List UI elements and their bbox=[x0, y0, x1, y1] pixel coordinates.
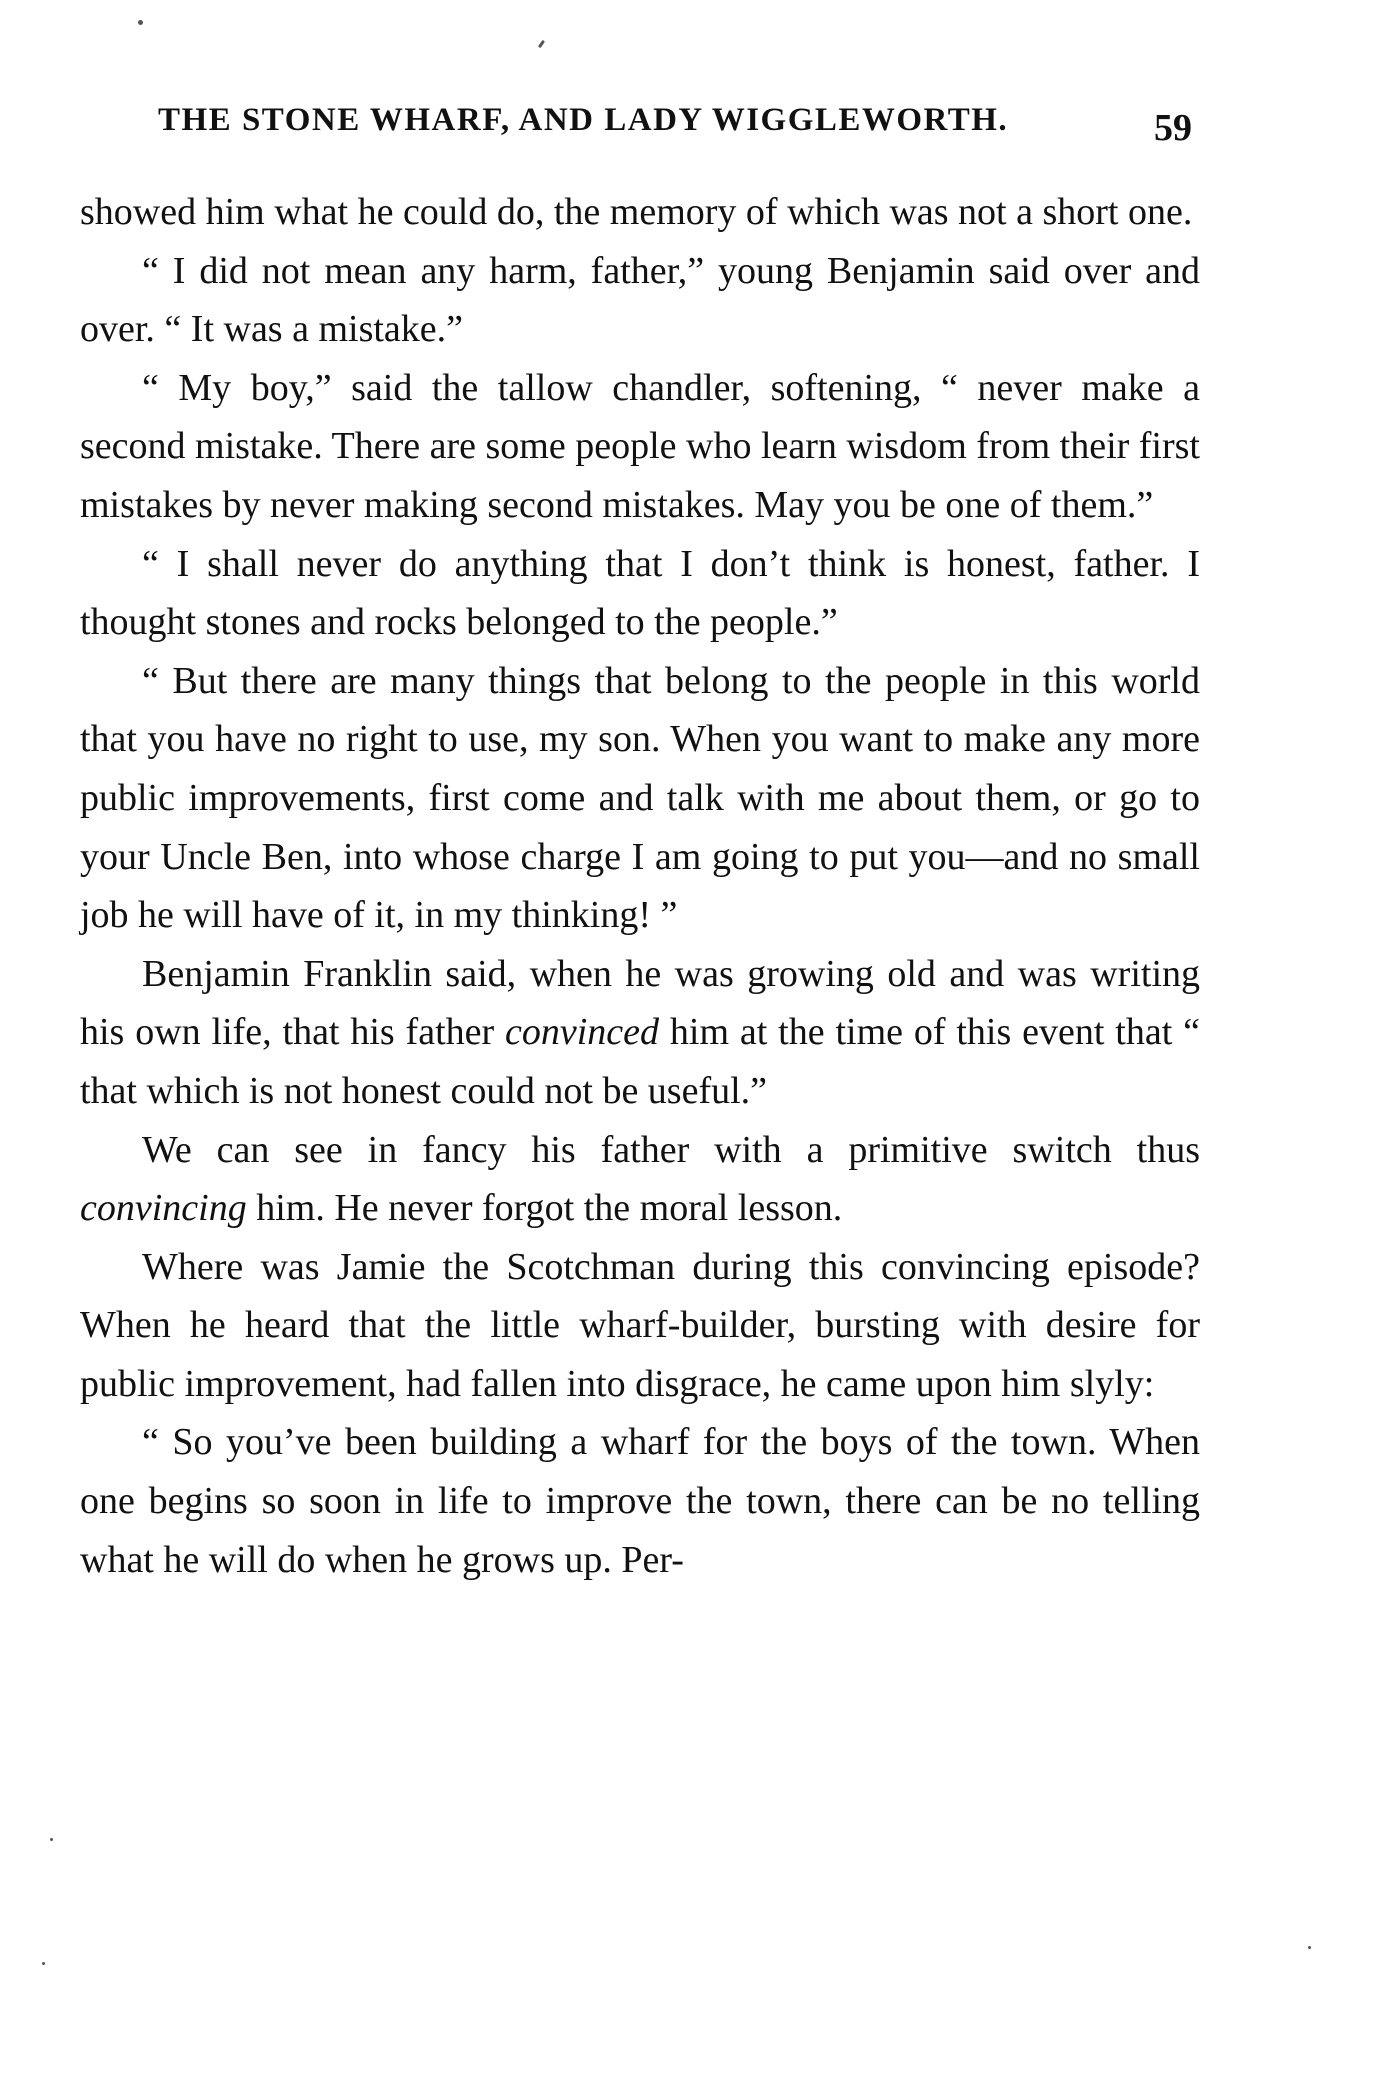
print-speck bbox=[42, 1962, 45, 1965]
paragraph bbox=[80, 945, 1200, 1121]
italic-text: convincing bbox=[80, 1187, 247, 1230]
print-speck bbox=[50, 1838, 53, 1841]
paragraph bbox=[80, 535, 1200, 652]
text-run: him at the time of this event that “ that which is not honest could not be useful.” bbox=[80, 1011, 1200, 1112]
page-number: 59 bbox=[1154, 107, 1192, 149]
paragraph bbox=[80, 242, 1200, 359]
page-header bbox=[80, 96, 1200, 156]
text-run: Where was Jamie the Scotchman during this convincing episode? When he heard that the little wharf-builder, bursting with desire for public improvement, had fallen into disgrace, he came upon him slyly: bbox=[80, 1245, 1200, 1405]
text-run: “ I shall never do anything that I don’t think is honest, father. I thought stones and rocks belonged to the people.” bbox=[80, 542, 1200, 644]
paragraph bbox=[80, 1413, 1200, 1589]
paragraph bbox=[80, 1238, 1200, 1414]
text-run: “ My boy,” said the tallow chandler, softening, “ never make a second mistake. There are some people who learn wisdom from their first mistakes by never making second mistakes. May you be one of them.” bbox=[80, 366, 1200, 526]
paragraph bbox=[80, 1121, 1200, 1238]
text-run: “ I did not mean any harm, father,” young Benjamin said over and over. “ It was a mistake.” bbox=[80, 249, 1200, 351]
print-speck bbox=[138, 20, 143, 25]
paragraph bbox=[80, 183, 1200, 242]
print-speck bbox=[1308, 1946, 1311, 1949]
text-run: showed him what he could do, the memory of which was not a short one. bbox=[80, 191, 1193, 233]
paragraph bbox=[80, 652, 1200, 945]
text-run: We can see in fancy his father with a primitive switch thus bbox=[142, 1128, 1200, 1171]
running-head: THE STONE WHARF, AND LADY WIGGLEWORTH. bbox=[158, 102, 1009, 138]
print-speck bbox=[538, 40, 545, 48]
body-text bbox=[80, 183, 1200, 1589]
text-run: “ But there are many things that belong to the people in this world that you have no right to use, my son. When you want to make any more public improvements, first come and talk with me about them, or go to your Uncle Ben, into whose charge I am going to put you—and no small job he will have of it, in my thinking! ” bbox=[80, 659, 1200, 937]
paragraph bbox=[80, 359, 1200, 535]
text-run: him. He never forgot the moral lesson. bbox=[246, 1187, 843, 1230]
italic-text: convinced bbox=[505, 1011, 660, 1054]
text-run: Benjamin Franklin said, when he was growing old and was writing his own life, that his father bbox=[80, 952, 1200, 1054]
text-run: “ So you’ve been building a wharf for the boys of the town. When one begins so soon in life to improve the town, there can be no telling what he will do when he grows up. Per- bbox=[80, 1421, 1200, 1581]
